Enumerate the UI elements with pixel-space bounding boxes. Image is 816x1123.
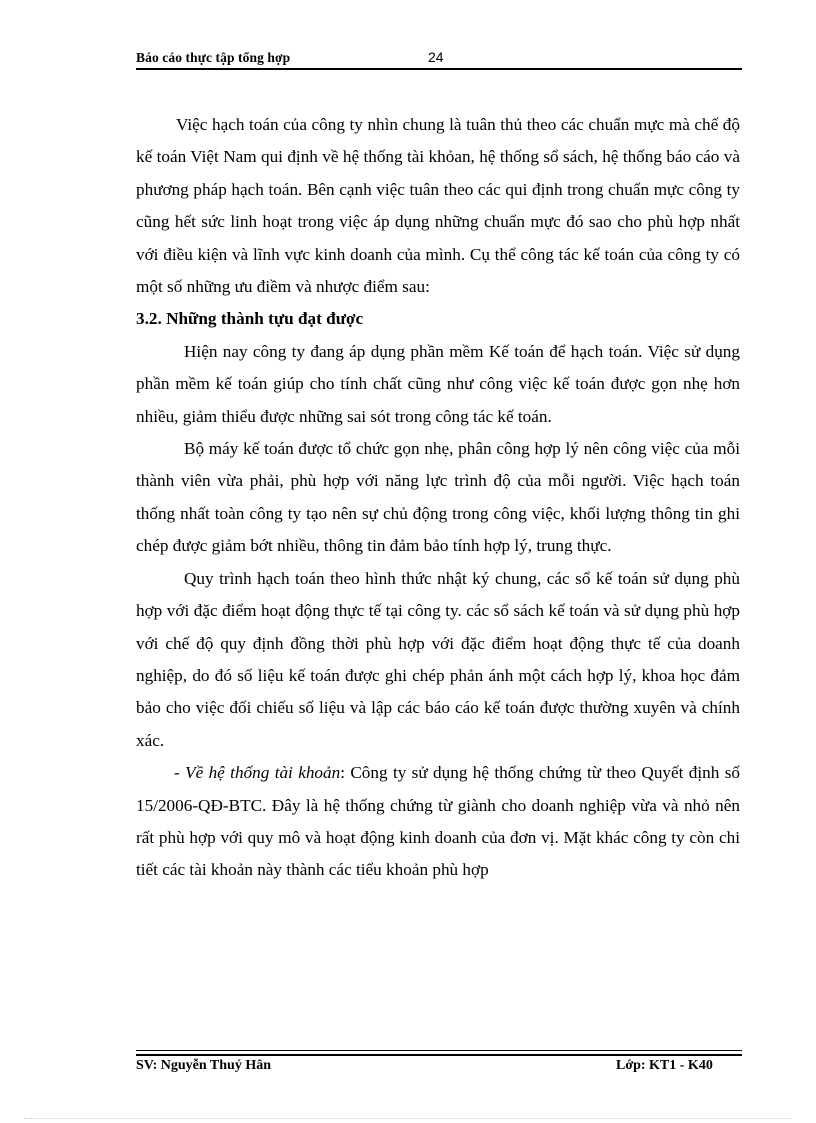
list-dash: - (174, 763, 186, 783)
footer-rule-thin (136, 1050, 742, 1051)
paragraph-text: : Công ty sử dụng hệ thống chứng từ theo Quyết định số 15/2006-QĐ-BTC. Đây là hệ thống chứng từ giành cho doanh nghiệp vừa và nhỏ nên rất phù hợp với quy mô và hoạt động kinh doanh của đơn vị. Mặt khác công ty còn chi tiết các tài khoản này thành các tiểu khoản phù hợp (136, 763, 740, 880)
page-number: 24 (428, 49, 444, 65)
body-paragraph: Hiện nay công ty đang áp dụng phần mềm Kế toán để hạch toán. Việc sử dụng phần mềm kế toán giúp cho tính chất cũng như công việc kế toán được gọn nhẹ hơn nhiều, giảm thiểu được những sai sót trong công tác kế toán. (136, 341, 740, 426)
body-paragraph: Quy trình hạch toán theo hình thức nhật ký chung, các sổ kế toán sử dụng phù hợp với đặc điểm hoạt động thực tế tại công ty. các sổ sách kế toán và sử dụng phù hợp với chế độ quy định đồng thời phù hợp với đặc điểm hoạt động thực tế của doanh nghiệp, do đó số liệu kế toán được ghi chép phản ánh một cách hợp lý, khoa học đảm bảo cho việc đối chiếu số liệu và lập các báo cáo kế toán được thường xuyên và chính xác. (136, 568, 740, 750)
section-heading: 3.2. Những thành tựu đạt được (136, 309, 364, 329)
page-edge-divider (24, 1118, 792, 1119)
footer-rule-thick (136, 1054, 742, 1056)
inline-label: Về hệ thống tài khoản (185, 763, 341, 783)
document-body (136, 109, 740, 887)
body-paragraph-accounts (136, 757, 740, 887)
page-header (136, 48, 742, 70)
footer-student: SV: Nguyễn Thuý Hân (136, 1058, 272, 1073)
body-paragraph: Bộ máy kế toán được tổ chức gọn nhẹ, phân công hợp lý nên công việc của mỗi thành viên vừa phải, phù hợp với năng lực trình độ của mỗi người. Việc hạch toán thống nhất toàn công ty tạo nên sự chủ động trong công việc, khối lượng thông tin ghi chép được giảm bớt nhiều, thông tin đảm bảo tính hợp lý, trung thực. (136, 439, 740, 556)
body-paragraph: Việc hạch toán của công ty nhìn chung là tuân thủ theo các chuẩn mực mà chế độ kế toán Việt Nam qui định về hệ thống tài khỏan, hệ thống sổ sách, hệ thống báo cáo và phương pháp hạch toán. Bên cạnh việc tuân theo các qui định trong chuẩn mực công ty cũng hết sức linh hoạt trong việc áp dụng những chuẩn mực đó sao cho phù hợp nhất với điều kiện và lĩnh vực kinh doanh của mình. Cụ thể công tác kế toán của công ty có một số những ưu điềm và nhược điểm sau: (136, 115, 740, 297)
header-title: Báo cáo thực tập tổng hợp (136, 50, 291, 65)
footer-class: Lớp: KT1 - K40 (616, 1058, 713, 1073)
